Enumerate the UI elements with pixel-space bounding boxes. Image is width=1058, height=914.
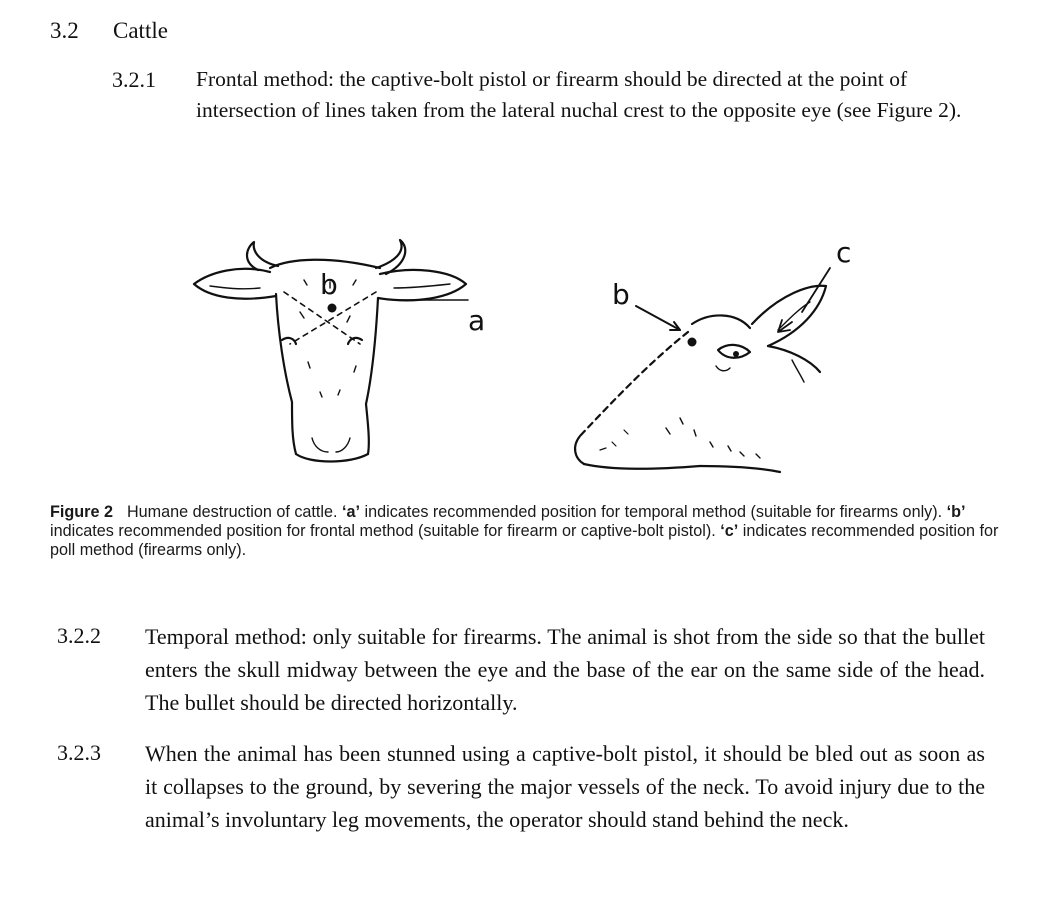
caption-lead: Humane destruction of cattle. [126,503,338,521]
eye-dot [733,351,739,357]
label-a: a [468,304,486,337]
clause-number: 3.2.2 [57,623,101,648]
caption-mark-a: ‘a’ [342,503,361,521]
section-title: Cattle [113,18,168,43]
cattle-head-diagram [180,232,852,492]
caption-mark-b: ‘b’ [946,503,966,521]
clause-number: 3.2.1 [112,67,156,92]
figure-caption [50,503,1010,560]
label-c: c [836,236,852,269]
caption-label: Figure 2 [50,503,113,521]
label-b-front: b [320,268,338,301]
clause-text: Temporal method: only suitable for firearms. The animal is shot from the side so that the bullet enters the skull midway between the eye and the base of the ear on the same side of the head. The bullet should be directed horizontally. [145,624,985,715]
label-b-side: b [612,278,630,311]
caption-text-c: indicates recommended position for poll method (firearms only). [50,522,999,559]
frontal-target-dot-side [688,338,697,347]
section-number: 3.2 [50,18,79,43]
frontal-target-dot [328,304,337,313]
caption-mark-c: ‘c’ [720,522,739,540]
caption-text-b: indicates recommended position for frontal method (suitable for firearm or captive-bolt pistol). [50,522,716,540]
clause-number: 3.2.3 [57,740,101,765]
caption-text-a: indicates recommended position for temporal method (suitable for firearms only). [364,503,943,521]
clause-text: When the animal has been stunned using a captive-bolt pistol, it should be bled out as soon as it collapses to the ground, by severing the major vessels of the neck. To avoid injury due to the animal’s involuntary leg movements, the operator should stand behind the neck. [145,741,985,832]
clause-text: Frontal method: the captive-bolt pistol or firearm should be directed at the point of intersection of lines taken from the lateral nuchal crest to the opposite eye (see Figure 2). [196,67,962,122]
